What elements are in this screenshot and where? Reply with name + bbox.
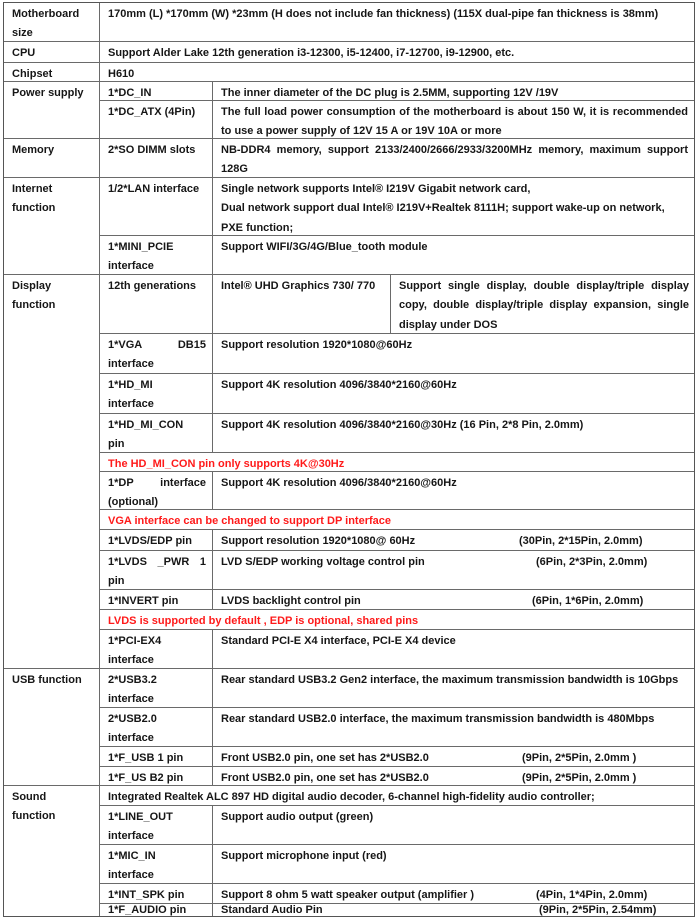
display-item-desc: Support 4K resolution 4096/3840*2160@60Hz	[212, 471, 695, 510]
row-label-cpu: CPU	[3, 41, 100, 63]
desc-line: Dual network support dual Intel® I219V+Realtek 8111H; support wake-up on network, PXE function;	[221, 202, 665, 234]
internet-item-name: 1*MINI_PCIE interface	[99, 235, 213, 275]
memory-name: 2*SO DIMM slots	[99, 138, 213, 178]
display-item-desc	[212, 529, 695, 551]
sound-item-name: 1*LINE_OUT interface	[99, 805, 213, 845]
power-item-name: 1*DC_ATX (4Pin)	[99, 100, 213, 139]
display-item-name: 1*HD_MI_CON pin	[99, 413, 213, 453]
sound-item-desc: Support audio output (green)	[212, 805, 695, 845]
desc-line: Single network supports Intel® I219V Gigabit network card,	[221, 183, 531, 195]
desc-text: LVD S/EDP working voltage control pin	[221, 556, 425, 568]
memory-desc: NB-DDR4 memory, support 2133/2400/2666/2933/3200MHz memory, maximum support 128G	[212, 138, 695, 178]
desc-text: Support resolution 1920*1080@ 60Hz	[221, 535, 416, 547]
power-item-name: 1*DC_IN	[99, 81, 213, 101]
display-item-name: 1*INVERT pin	[99, 589, 213, 610]
pin-spec: (9Pin, 2*5Pin, 2.54mm)	[539, 904, 657, 916]
chipset-value: H610	[99, 62, 695, 82]
desc-text: Support 8 ohm 5 watt speaker output (amplifier )	[221, 889, 475, 901]
display-gen-desc: Support single display, double display/triple display copy, double display/triple display expansion, single display under DOS	[390, 274, 695, 334]
desc-text: Standard Audio Pin	[221, 904, 323, 916]
display-item-desc	[212, 589, 695, 610]
usb-item-desc: Rear standard USB3.2 Gen2 interface, the maximum transmission bandwidth is 10Gbps	[212, 668, 695, 708]
power-item-desc: The inner diameter of the DC plug is 2.5MM, supporting 12V /19V	[212, 81, 695, 101]
display-gen-name: 12th generations	[99, 274, 213, 334]
row-label-motherboard-size: Motherboard size	[3, 2, 100, 42]
display-note: VGA interface can be changed to support DP interface	[99, 509, 695, 530]
row-label-internet: Internet function	[3, 177, 100, 275]
row-label-memory: Memory	[3, 138, 100, 178]
usb-item-desc	[212, 746, 695, 767]
display-item-desc	[212, 550, 695, 590]
display-item-name: 1*DP interface (optional)	[99, 471, 213, 510]
display-item-desc: Support 4K resolution 4096/3840*2160@60Hz	[212, 373, 695, 414]
display-item-name: 1*VGA DB15 interface	[99, 333, 213, 374]
pin-spec: (6Pin, 1*6Pin, 2.0mm)	[532, 595, 644, 607]
pin-spec: (9Pin, 2*5Pin, 2.0mm )	[522, 772, 637, 784]
usb-item-name: 1*F_USB 1 pin	[99, 746, 213, 767]
display-item-desc: Support resolution 1920*1080@60Hz	[212, 333, 695, 374]
pin-spec: (30Pin, 2*15Pin, 2.0mm)	[519, 535, 643, 547]
desc-text: LVDS backlight control pin	[221, 595, 361, 607]
sound-item-name: 1*MIC_IN interface	[99, 844, 213, 884]
sound-item-desc	[212, 883, 695, 904]
row-label-power-supply: Power supply	[3, 81, 100, 139]
power-item-desc: The full load power consumption of the motherboard is about 150 W, it is recommended to use a power supply of 12V 15 A or 19V 10A or more	[212, 100, 695, 139]
pin-spec: (6Pin, 2*3Pin, 2.0mm)	[536, 556, 648, 568]
display-note: LVDS is supported by default , EDP is optional, shared pins	[99, 609, 695, 630]
display-item-name: 1*PCI-EX4 interface	[99, 629, 213, 669]
sound-summary: Integrated Realtek ALC 897 HD digital audio decoder, 6-channel high-fidelity audio controller;	[99, 785, 695, 806]
usb-item-name: 1*F_US B2 pin	[99, 766, 213, 786]
display-item-name: 1*LVDS/EDP pin	[99, 529, 213, 551]
internet-item-desc: Support WIFI/3G/4G/Blue_tooth module	[212, 235, 695, 275]
row-label-sound: Sound function	[3, 785, 100, 917]
pin-spec: (4Pin, 1*4Pin, 2.0mm)	[536, 889, 648, 901]
sound-item-name: 1*INT_SPK pin	[99, 883, 213, 904]
usb-item-name: 2*USB3.2 interface	[99, 668, 213, 708]
cpu-value: Support Alder Lake 12th generation i3-12300, i5-12400, i7-12700, i9-12900, etc.	[99, 41, 695, 63]
pin-spec: (9Pin, 2*5Pin, 2.0mm )	[522, 752, 637, 764]
motherboard-size-value: 170mm (L) *170mm (W) *23mm (H does not include fan thickness) (115X dual-pipe fan thickness is 38mm)	[99, 2, 695, 42]
usb-item-desc: Rear standard USB2.0 interface, the maximum transmission bandwidth is 480Mbps	[212, 707, 695, 747]
sound-item-desc: Support microphone input (red)	[212, 844, 695, 884]
display-item-name: 1*HD_MI interface	[99, 373, 213, 414]
row-label-display: Display function	[3, 274, 100, 669]
display-item-desc: Support 4K resolution 4096/3840*2160@30Hz (16 Pin, 2*8 Pin, 2.0mm)	[212, 413, 695, 453]
display-note: The HD_MI_CON pin only supports 4K@30Hz	[99, 452, 695, 472]
usb-item-desc	[212, 766, 695, 786]
desc-text: Front USB2.0 pin, one set has 2*USB2.0	[221, 752, 429, 764]
internet-item-name: 1/2*LAN interface	[99, 177, 213, 236]
sound-item-name: 1*F_AUDIO pin	[99, 903, 213, 917]
internet-item-desc	[212, 177, 695, 236]
desc-text: Front USB2.0 pin, one set has 2*USB2.0	[221, 772, 429, 784]
display-gpu: Intel® UHD Graphics 730/ 770	[212, 274, 391, 334]
display-item-name: 1*LVDS _PWR 1 pin	[99, 550, 213, 590]
row-label-chipset: Chipset	[3, 62, 100, 82]
display-item-desc: Standard PCI-E X4 interface, PCI-E X4 device	[212, 629, 695, 669]
row-label-usb: USB function	[3, 668, 100, 786]
usb-item-name: 2*USB2.0 interface	[99, 707, 213, 747]
sound-item-desc	[212, 903, 695, 917]
